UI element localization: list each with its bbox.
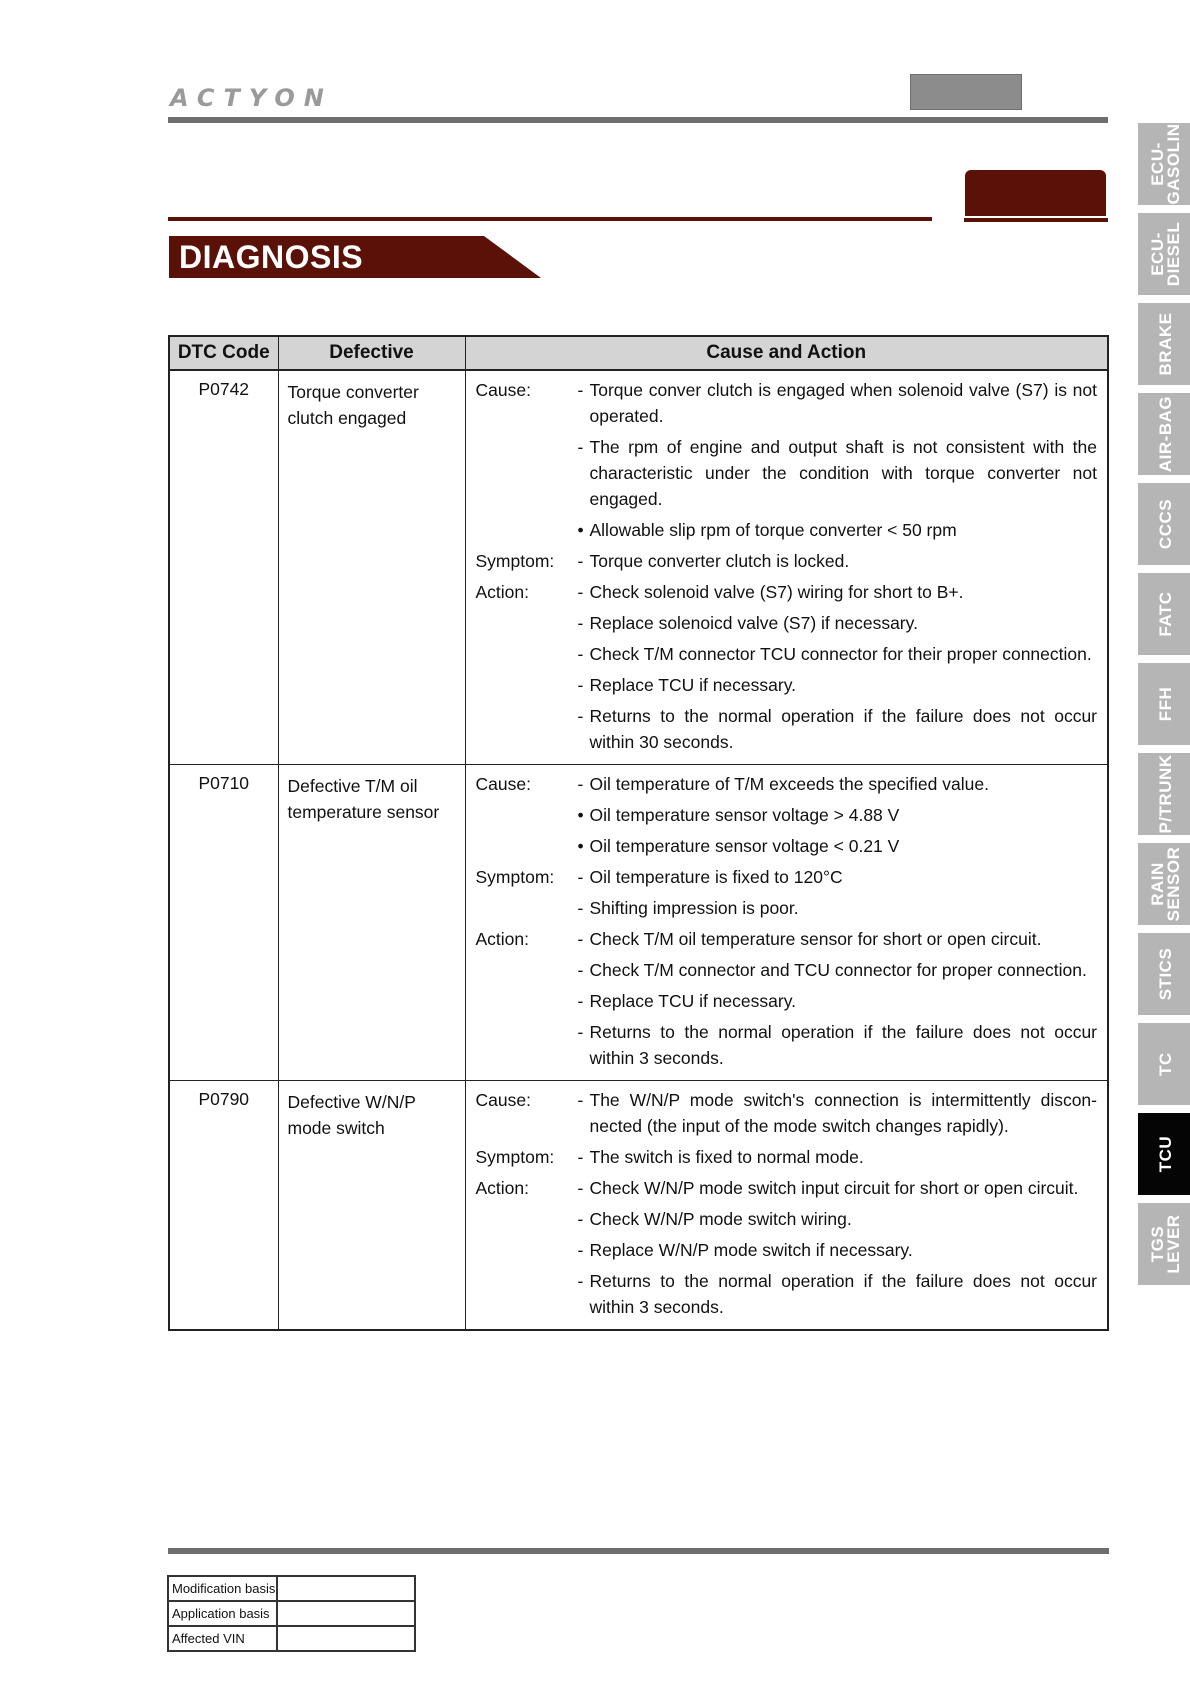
side-tab-label: FFH <box>1155 686 1175 722</box>
line-text: Returns to the normal operation if the failure does not occur within 3 seconds. <box>589 1022 1097 1068</box>
header-rule <box>168 117 1108 123</box>
side-tab-label: P/TRUNK <box>1155 754 1175 834</box>
side-tab-ecu-diesel[interactable] <box>1138 213 1190 295</box>
info-row <box>168 1626 415 1651</box>
line-marker: • <box>577 520 584 540</box>
line-text: Check solenoid valve (S7) wiring for short to B+. <box>589 582 964 602</box>
line-marker: • <box>577 805 584 825</box>
cause-line <box>476 957 1098 983</box>
cause-line <box>476 988 1098 1014</box>
cause-action-cell <box>465 370 1108 765</box>
cause-line <box>476 926 1098 952</box>
cause-line <box>476 703 1098 755</box>
table-row <box>169 765 1108 1081</box>
side-tab-label: ECU- DIESEL <box>1147 221 1183 287</box>
side-tab-label: BRAKE <box>1155 312 1175 376</box>
defective-item: Torque converter clutch engaged <box>278 370 465 765</box>
cause-action-cell <box>465 765 1108 1081</box>
cause-line <box>476 1206 1098 1232</box>
table-row <box>169 370 1108 765</box>
line-text: The rpm of engine and output shaft is not consistent with the characteristic under the condition with torque converter not engaged. <box>589 437 1097 509</box>
side-tab-label: ECU- GASOLIN <box>1147 123 1183 205</box>
section-title: DIAGNOSIS <box>179 239 364 275</box>
line-marker: - <box>577 644 584 664</box>
line-marker: - <box>577 867 584 887</box>
info-row <box>168 1601 415 1626</box>
side-tab-label: TCU <box>1155 1135 1175 1173</box>
cause-line <box>476 771 1098 797</box>
line-label <box>476 1268 578 1320</box>
line-label <box>476 434 578 512</box>
defective-item: Defective T/M oil temperature sensor <box>278 765 465 1081</box>
line-label <box>476 833 578 859</box>
side-tab-stics[interactable] <box>1138 933 1190 1015</box>
side-tab-p-trunk[interactable] <box>1138 753 1190 835</box>
line-text: The switch is fixed to normal mode. <box>589 1147 864 1167</box>
cause-line <box>476 610 1098 636</box>
table-header-row <box>169 336 1108 370</box>
line-label <box>476 672 578 698</box>
line-text: Replace W/N/P mode switch if necessary. <box>589 1240 913 1260</box>
line-label: Action: <box>475 582 529 602</box>
line-marker: - <box>577 1209 584 1229</box>
cause-line <box>476 895 1098 921</box>
info-value <box>277 1576 415 1601</box>
line-marker: - <box>577 960 584 980</box>
line-marker: • <box>577 836 584 856</box>
info-row <box>168 1576 415 1601</box>
info-label: Application basis <box>168 1601 277 1626</box>
line-marker: - <box>577 675 584 695</box>
cause-line <box>476 672 1098 698</box>
column-header: Cause and Action <box>465 336 1108 370</box>
side-tab-rain-sensor[interactable] <box>1138 843 1190 925</box>
cause-line <box>476 1144 1098 1170</box>
cause-line <box>476 802 1098 828</box>
line-marker: - <box>577 380 584 400</box>
line-text: Oil temperature sensor voltage > 4.88 V <box>589 805 900 825</box>
side-tab-ffh[interactable] <box>1138 663 1190 745</box>
side-tab-ecu-gasolin[interactable] <box>1138 123 1190 205</box>
cause-line <box>476 641 1098 667</box>
line-text: Replace solenoicd valve (S7) if necessary. <box>589 613 918 633</box>
header-grey-box <box>910 74 1022 110</box>
cause-line <box>476 864 1098 890</box>
brand-logo-text: ACTYON <box>170 84 333 112</box>
side-tab-tcu[interactable] <box>1138 1113 1190 1195</box>
side-tab-tgs-lever[interactable] <box>1138 1203 1190 1285</box>
cause-line <box>476 833 1098 859</box>
line-text: Returns to the normal operation if the failure does not occur within 30 seconds. <box>589 706 1097 752</box>
line-marker: - <box>577 1271 584 1291</box>
line-label <box>476 802 578 828</box>
footer-rule <box>168 1548 1109 1554</box>
side-tab-label: CCCS <box>1155 498 1175 550</box>
line-label: Action: <box>475 929 529 949</box>
side-tab-label: FATC <box>1155 591 1175 637</box>
line-text: Replace TCU if necessary. <box>589 991 797 1011</box>
line-label: Symptom: <box>475 551 555 571</box>
line-label: Cause: <box>475 1090 531 1110</box>
revision-info-table <box>167 1575 416 1652</box>
line-marker: - <box>577 1022 584 1042</box>
line-label: Symptom: <box>475 867 555 887</box>
line-text: Returns to the normal operation if the failure does not occur within 3 seconds. <box>589 1271 1097 1317</box>
line-marker: - <box>577 582 584 602</box>
line-label <box>476 895 578 921</box>
section-tab-rule <box>964 218 1108 222</box>
line-marker: - <box>577 1178 584 1198</box>
line-marker: - <box>577 437 584 457</box>
line-label <box>476 1206 578 1232</box>
line-label: Symptom: <box>475 1147 555 1167</box>
cause-line <box>476 434 1098 512</box>
line-text: Check W/N/P mode switch input circuit for short or open circuit. <box>589 1178 1079 1198</box>
side-tab-label: TGS LEVER <box>1147 1214 1183 1274</box>
line-marker: - <box>577 1240 584 1260</box>
line-text: Replace TCU if necessary. <box>589 675 797 695</box>
side-tab-tc[interactable] <box>1138 1023 1190 1105</box>
line-text: Torque conver clutch is engaged when solenoid valve (S7) is not operated. <box>589 380 1097 426</box>
cause-line <box>476 548 1098 574</box>
dtc-code: P0710 <box>169 765 278 1081</box>
info-value <box>277 1601 415 1626</box>
line-label <box>476 988 578 1014</box>
info-label: Affected VIN <box>168 1626 277 1651</box>
line-label: Action: <box>475 1178 529 1198</box>
line-label <box>476 957 578 983</box>
column-header: Defective <box>278 336 465 370</box>
line-marker: - <box>577 929 584 949</box>
cause-action-cell <box>465 1081 1108 1331</box>
line-label <box>476 610 578 636</box>
line-marker: - <box>577 706 584 726</box>
cause-line <box>476 1237 1098 1263</box>
section-rule <box>168 217 932 221</box>
line-label: Cause: <box>475 774 531 794</box>
line-text: Oil temperature of T/M exceeds the specified value. <box>589 774 989 794</box>
defective-item: Defective W/N/P mode switch <box>278 1081 465 1331</box>
line-marker: - <box>577 613 584 633</box>
section-tab <box>965 170 1106 216</box>
line-text: Oil temperature sensor voltage < 0.21 V <box>589 836 900 856</box>
line-marker: - <box>577 774 584 794</box>
line-text: Check T/M connector and TCU connector for proper connection. <box>589 960 1087 980</box>
line-text: The W/N/P mode switch's connection is intermittently discon-nected (the input of the mode switch changes rapidly). <box>589 1090 1097 1136</box>
section-banner <box>169 236 541 278</box>
side-tab-label: TC <box>1155 1052 1175 1076</box>
table-row <box>169 1081 1108 1331</box>
line-label <box>476 703 578 755</box>
side-tab-label: RAIN SENSOR <box>1147 846 1183 922</box>
cause-line <box>476 1268 1098 1320</box>
cause-line <box>476 1019 1098 1071</box>
line-marker: - <box>577 551 584 571</box>
cause-line <box>476 377 1098 429</box>
line-text: Shifting impression is poor. <box>589 898 799 918</box>
dtc-code: P0790 <box>169 1081 278 1331</box>
side-tab-label: AIR-BAG <box>1155 395 1175 473</box>
side-tab-cccs[interactable] <box>1138 483 1190 565</box>
line-text: Check W/N/P mode switch wiring. <box>589 1209 852 1229</box>
line-label <box>476 641 578 667</box>
line-label: Cause: <box>475 380 531 400</box>
line-text: Check T/M oil temperature sensor for short or open circuit. <box>589 929 1042 949</box>
cause-line <box>476 517 1098 543</box>
line-label <box>476 1019 578 1071</box>
line-text: Torque converter clutch is locked. <box>589 551 850 571</box>
side-tab-air-bag[interactable] <box>1138 393 1190 475</box>
line-marker: - <box>577 898 584 918</box>
line-marker: - <box>577 1090 584 1110</box>
brand-logo <box>170 84 362 112</box>
cause-line <box>476 1175 1098 1201</box>
cause-line <box>476 1087 1098 1139</box>
dtc-code: P0742 <box>169 370 278 765</box>
line-label <box>476 1237 578 1263</box>
diagnosis-table <box>168 335 1109 1331</box>
line-text: Check T/M connector TCU connector for their proper connection. <box>589 644 1092 664</box>
column-header: DTC Code <box>169 336 278 370</box>
line-text: Oil temperature is fixed to 120°C <box>589 867 843 887</box>
cause-line <box>476 579 1098 605</box>
side-tab-label: STICS <box>1155 947 1175 1001</box>
line-text: Allowable slip rpm of torque converter < 50 rpm <box>589 520 957 540</box>
side-tab-fatc[interactable] <box>1138 573 1190 655</box>
info-label: Modification basis <box>168 1576 277 1601</box>
line-marker: - <box>577 1147 584 1167</box>
line-label <box>476 517 578 543</box>
info-value <box>277 1626 415 1651</box>
line-marker: - <box>577 991 584 1011</box>
side-tab-brake[interactable] <box>1138 303 1190 385</box>
